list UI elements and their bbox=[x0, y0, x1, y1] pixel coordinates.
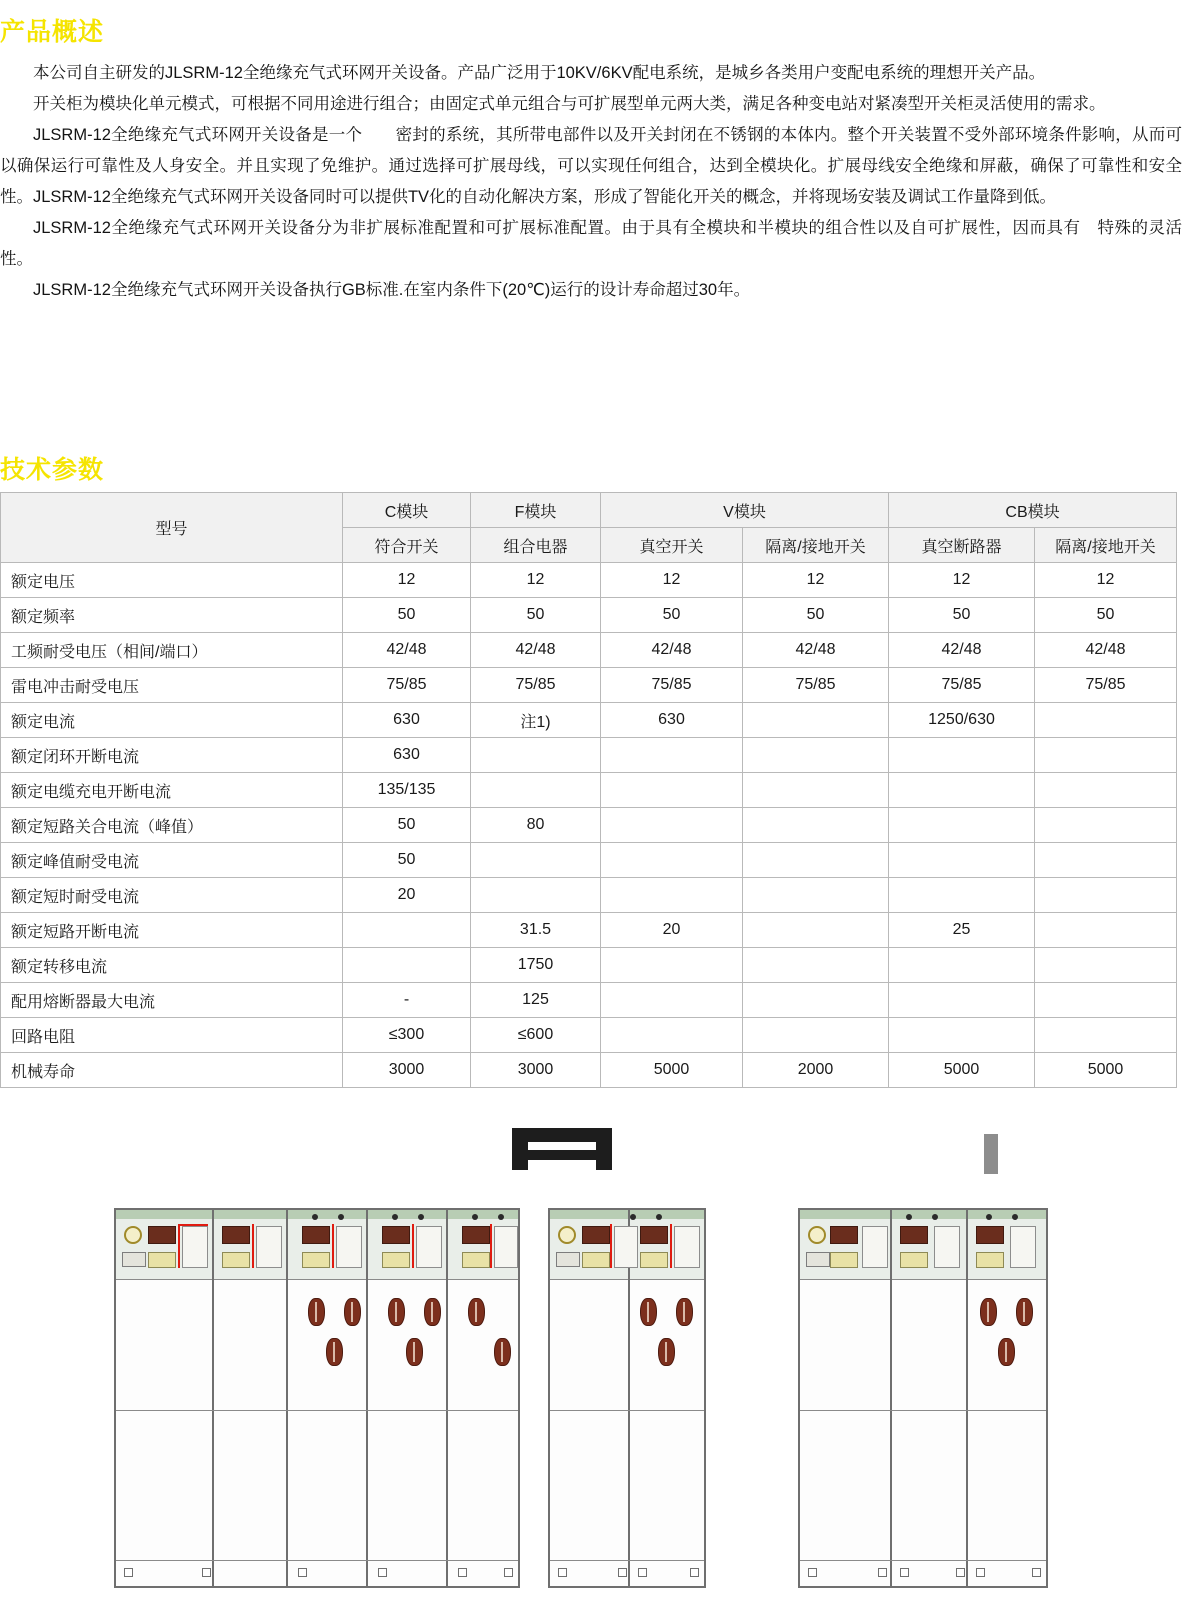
indicator-plate-icon bbox=[148, 1252, 176, 1268]
base-bolt bbox=[900, 1568, 909, 1577]
panel-divider bbox=[212, 1210, 214, 1586]
base-bolt bbox=[808, 1568, 817, 1577]
cell bbox=[743, 738, 889, 773]
panel-divider bbox=[286, 1210, 288, 1586]
panel-divider bbox=[446, 1210, 448, 1586]
cell: 50 bbox=[343, 808, 471, 843]
cable-bushing bbox=[406, 1338, 423, 1366]
cell: - bbox=[343, 983, 471, 1018]
cell bbox=[601, 808, 743, 843]
switchgear-cabinets-photo bbox=[0, 1120, 1200, 1600]
spec-table-body bbox=[1, 563, 1177, 1088]
cell bbox=[1035, 983, 1177, 1018]
cell: 125 bbox=[471, 983, 601, 1018]
status-dot bbox=[932, 1214, 938, 1220]
table-row bbox=[1, 598, 1177, 633]
cell: 135/135 bbox=[343, 773, 471, 808]
operating-slot-icon bbox=[494, 1226, 518, 1268]
status-dot bbox=[312, 1214, 318, 1220]
cell bbox=[1035, 808, 1177, 843]
cell bbox=[471, 738, 601, 773]
base-bolt bbox=[124, 1568, 133, 1577]
cell: 12 bbox=[889, 563, 1035, 598]
row-label: 额定短时耐受电流 bbox=[1, 878, 343, 913]
cell bbox=[1035, 773, 1177, 808]
table-subheader-4: 真空断路器 bbox=[889, 528, 1035, 563]
row-label: 额定峰值耐受电流 bbox=[1, 843, 343, 878]
cell: 12 bbox=[601, 563, 743, 598]
table-header-group-cb: CB模块 bbox=[889, 493, 1177, 528]
indicator-plate-icon bbox=[582, 1252, 610, 1268]
cell: 50 bbox=[889, 598, 1035, 633]
base-bolt bbox=[504, 1568, 513, 1577]
row-label: 额定电缆充电开断电流 bbox=[1, 773, 343, 808]
base-bolt bbox=[202, 1568, 211, 1577]
table-row bbox=[1, 773, 1177, 808]
cell bbox=[743, 878, 889, 913]
cell bbox=[743, 913, 889, 948]
table-header-row-groups bbox=[1, 493, 1177, 528]
indicator-plate-icon bbox=[900, 1252, 928, 1268]
lifting-handle-left bbox=[512, 1128, 528, 1170]
table-subheader-1: 组合电器 bbox=[471, 528, 601, 563]
status-dot bbox=[986, 1214, 992, 1220]
table-row bbox=[1, 703, 1177, 738]
row-label: 额定电流 bbox=[1, 703, 343, 738]
cell bbox=[471, 878, 601, 913]
cabinet-top-green-strip bbox=[800, 1210, 1046, 1219]
cell: 5000 bbox=[1035, 1053, 1177, 1088]
base-bolt bbox=[878, 1568, 887, 1577]
operating-slot-icon bbox=[182, 1226, 208, 1268]
table-subheader-3: 隔离/接地开关 bbox=[743, 528, 889, 563]
display-panel-icon bbox=[556, 1252, 580, 1267]
indicator-plate-icon bbox=[222, 1252, 250, 1268]
cabinet-top-green-strip bbox=[550, 1210, 704, 1219]
cell bbox=[889, 738, 1035, 773]
cell bbox=[1035, 948, 1177, 983]
wiring-line bbox=[178, 1224, 180, 1268]
indicator-plate-icon bbox=[976, 1252, 1004, 1268]
cell bbox=[1035, 703, 1177, 738]
cell: 42/48 bbox=[471, 633, 601, 668]
cell bbox=[1035, 843, 1177, 878]
base-bolt bbox=[690, 1568, 699, 1577]
status-dot bbox=[392, 1214, 398, 1220]
table-row bbox=[1, 808, 1177, 843]
wiring-line bbox=[332, 1224, 334, 1268]
cell bbox=[471, 773, 601, 808]
cell bbox=[743, 983, 889, 1018]
row-label: 回路电阻 bbox=[1, 1018, 343, 1053]
pressure-gauge-icon bbox=[558, 1226, 576, 1244]
row-label: 额定电压 bbox=[1, 563, 343, 598]
pressure-gauge-icon bbox=[808, 1226, 826, 1244]
base-bolt bbox=[956, 1568, 965, 1577]
cell: 75/85 bbox=[601, 668, 743, 703]
wiring-line bbox=[178, 1224, 208, 1226]
cable-bushing bbox=[468, 1298, 485, 1326]
wiring-line bbox=[252, 1224, 254, 1268]
operating-slot-icon bbox=[674, 1226, 700, 1268]
cell: 50 bbox=[343, 598, 471, 633]
switch-module-icon bbox=[462, 1226, 490, 1244]
base-bolt bbox=[1032, 1568, 1041, 1577]
cable-bushing bbox=[494, 1338, 511, 1366]
cabinet-mid-line bbox=[550, 1410, 704, 1411]
row-label: 配用熔断器最大电流 bbox=[1, 983, 343, 1018]
cell: 5000 bbox=[889, 1053, 1035, 1088]
overview-paragraph-1: 本公司自主研发的JLSRM-12全绝缘充气式环网开关设备。产品广泛用于10KV/6KV配电系统，是城乡各类用户变配电系统的理想开关产品。 bbox=[33, 64, 1046, 82]
cell: 75/85 bbox=[471, 668, 601, 703]
cell: 1750 bbox=[471, 948, 601, 983]
cell: 3000 bbox=[343, 1053, 471, 1088]
cell bbox=[1035, 878, 1177, 913]
lifting-handle-cross bbox=[528, 1150, 596, 1160]
cell bbox=[601, 738, 743, 773]
spec-table-head bbox=[1, 493, 1177, 563]
cable-bushing bbox=[326, 1338, 343, 1366]
status-dot bbox=[906, 1214, 912, 1220]
cabinet-lower-line bbox=[550, 1560, 704, 1561]
base-bolt bbox=[378, 1568, 387, 1577]
lifting-handle-right bbox=[596, 1128, 612, 1170]
switch-module-icon bbox=[382, 1226, 410, 1244]
cable-bushing bbox=[676, 1298, 693, 1326]
cell: 1250/630 bbox=[889, 703, 1035, 738]
indicator-plate-icon bbox=[640, 1252, 668, 1268]
cell: 42/48 bbox=[889, 633, 1035, 668]
cabinet-left-5panel bbox=[114, 1208, 520, 1588]
cell bbox=[601, 983, 743, 1018]
row-label: 额定短路关合电流（峰值） bbox=[1, 808, 343, 843]
operating-slot-icon bbox=[1010, 1226, 1036, 1268]
cell bbox=[743, 1018, 889, 1053]
cell: 630 bbox=[343, 738, 471, 773]
cell: 31.5 bbox=[471, 913, 601, 948]
status-dot bbox=[656, 1214, 662, 1220]
cell: 2000 bbox=[743, 1053, 889, 1088]
cell: 20 bbox=[601, 913, 743, 948]
cell: 12 bbox=[1035, 563, 1177, 598]
cable-bushing bbox=[998, 1338, 1015, 1366]
cell bbox=[1035, 1018, 1177, 1053]
switch-module-icon bbox=[640, 1226, 668, 1244]
panel-divider bbox=[366, 1210, 368, 1586]
panel-divider bbox=[890, 1210, 892, 1586]
cell: 5000 bbox=[601, 1053, 743, 1088]
table-row bbox=[1, 843, 1177, 878]
status-dot bbox=[498, 1214, 504, 1220]
cell: 50 bbox=[471, 598, 601, 633]
wiring-line bbox=[610, 1224, 612, 1268]
cell bbox=[889, 878, 1035, 913]
base-bolt bbox=[638, 1568, 647, 1577]
cell bbox=[889, 808, 1035, 843]
cell: 20 bbox=[343, 878, 471, 913]
table-row bbox=[1, 1053, 1177, 1088]
status-dot bbox=[418, 1214, 424, 1220]
cabinet-lower-line bbox=[800, 1560, 1046, 1561]
page-title-overview: 产品概述 bbox=[0, 18, 105, 46]
indicator-plate-icon bbox=[382, 1252, 410, 1268]
cell bbox=[743, 773, 889, 808]
cell: 12 bbox=[343, 563, 471, 598]
switch-module-icon bbox=[582, 1226, 610, 1244]
cable-bushing bbox=[388, 1298, 405, 1326]
cell: ≤300 bbox=[343, 1018, 471, 1053]
cell: 50 bbox=[343, 843, 471, 878]
cell bbox=[471, 843, 601, 878]
cell bbox=[889, 948, 1035, 983]
cell: 42/48 bbox=[601, 633, 743, 668]
cell: 42/48 bbox=[1035, 633, 1177, 668]
switch-module-icon bbox=[222, 1226, 250, 1244]
row-label: 额定闭环开断电流 bbox=[1, 738, 343, 773]
operating-slot-icon bbox=[614, 1226, 638, 1268]
cell bbox=[343, 913, 471, 948]
switch-module-icon bbox=[302, 1226, 330, 1244]
cable-bushing bbox=[640, 1298, 657, 1326]
overview-text-block bbox=[0, 58, 1182, 306]
cell: 50 bbox=[743, 598, 889, 633]
row-label: 额定转移电流 bbox=[1, 948, 343, 983]
cell bbox=[601, 773, 743, 808]
display-panel-icon bbox=[122, 1252, 146, 1267]
cell: 42/48 bbox=[743, 633, 889, 668]
cabinet-mid-line bbox=[800, 1410, 1046, 1411]
cell: 80 bbox=[471, 808, 601, 843]
cable-bushing bbox=[344, 1298, 361, 1326]
cell bbox=[601, 878, 743, 913]
operating-slot-icon bbox=[416, 1226, 442, 1268]
base-bolt bbox=[618, 1568, 627, 1577]
cell bbox=[743, 808, 889, 843]
cell bbox=[601, 1018, 743, 1053]
spec-table-container bbox=[0, 492, 1176, 1088]
row-label: 额定短路开断电流 bbox=[1, 913, 343, 948]
cabinet-mid-2panel bbox=[548, 1208, 706, 1588]
table-subheader-2: 真空开关 bbox=[601, 528, 743, 563]
cell bbox=[343, 948, 471, 983]
row-label: 工频耐受电压（相间/端口） bbox=[1, 633, 343, 668]
cable-bushing bbox=[980, 1298, 997, 1326]
cell bbox=[889, 983, 1035, 1018]
table-header-model: 型号 bbox=[1, 493, 343, 563]
status-dot bbox=[472, 1214, 478, 1220]
indicator-plate-icon bbox=[462, 1252, 490, 1268]
cell bbox=[1035, 738, 1177, 773]
cell: 3000 bbox=[471, 1053, 601, 1088]
table-header-group-v: V模块 bbox=[601, 493, 889, 528]
cell: 注1) bbox=[471, 703, 601, 738]
switch-module-icon bbox=[148, 1226, 176, 1244]
table-row bbox=[1, 633, 1177, 668]
switch-module-icon bbox=[830, 1226, 858, 1244]
wiring-line bbox=[490, 1224, 492, 1268]
indicator-plate-icon bbox=[830, 1252, 858, 1268]
operating-slot-icon bbox=[256, 1226, 282, 1268]
base-bolt bbox=[976, 1568, 985, 1577]
cell: 50 bbox=[601, 598, 743, 633]
overview-paragraph-5: JLSRM-12全绝缘充气式环网开关设备执行GB标准.在室内条件下(20℃)运行的设计寿命超过30年。 bbox=[33, 281, 751, 299]
cable-bushing bbox=[658, 1338, 675, 1366]
cell bbox=[889, 1018, 1035, 1053]
cell: 12 bbox=[743, 563, 889, 598]
table-subheader-0: 符合开关 bbox=[343, 528, 471, 563]
cable-bushing bbox=[308, 1298, 325, 1326]
cell: 50 bbox=[1035, 598, 1177, 633]
cabinet-mid-line bbox=[116, 1410, 518, 1411]
switch-module-icon bbox=[900, 1226, 928, 1244]
table-row bbox=[1, 738, 1177, 773]
cell bbox=[889, 843, 1035, 878]
wiring-line bbox=[670, 1224, 672, 1268]
table-row bbox=[1, 563, 1177, 598]
spec-table bbox=[0, 492, 1177, 1088]
pressure-gauge-icon bbox=[124, 1226, 142, 1244]
cell bbox=[601, 948, 743, 983]
base-bolt bbox=[298, 1568, 307, 1577]
cell: 25 bbox=[889, 913, 1035, 948]
page-title-specs: 技术参数 bbox=[0, 456, 105, 484]
cell: 75/85 bbox=[889, 668, 1035, 703]
display-panel-icon bbox=[806, 1252, 830, 1267]
status-dot bbox=[338, 1214, 344, 1220]
cell: 75/85 bbox=[343, 668, 471, 703]
cell bbox=[743, 703, 889, 738]
cabinet-right-3panel bbox=[798, 1208, 1048, 1588]
cell: 75/85 bbox=[1035, 668, 1177, 703]
overview-paragraph-4: JLSRM-12全绝缘充气式环网开关设备分为非扩展标准配置和可扩展标准配置。由于具有全模块和半模块的组合性以及自可扩展性，因而具有 特殊的灵活性。 bbox=[0, 219, 1182, 268]
cell: 630 bbox=[343, 703, 471, 738]
cell: 42/48 bbox=[343, 633, 471, 668]
status-dot bbox=[630, 1214, 636, 1220]
switch-module-icon bbox=[976, 1226, 1004, 1244]
cable-bushing bbox=[424, 1298, 441, 1326]
operating-slot-icon bbox=[934, 1226, 960, 1268]
base-bolt bbox=[558, 1568, 567, 1577]
table-header-group-c: C模块 bbox=[343, 493, 471, 528]
cell bbox=[743, 843, 889, 878]
side-handle-right-cabinet bbox=[984, 1134, 998, 1174]
wiring-line bbox=[412, 1224, 414, 1268]
cell bbox=[743, 948, 889, 983]
cabinet-lower-line bbox=[116, 1560, 518, 1561]
cell bbox=[1035, 913, 1177, 948]
table-row bbox=[1, 913, 1177, 948]
table-row bbox=[1, 668, 1177, 703]
table-header-group-f: F模块 bbox=[471, 493, 601, 528]
operating-slot-icon bbox=[336, 1226, 362, 1268]
base-bolt bbox=[458, 1568, 467, 1577]
cell: 75/85 bbox=[743, 668, 889, 703]
row-label: 额定频率 bbox=[1, 598, 343, 633]
cell: 12 bbox=[471, 563, 601, 598]
row-label: 雷电冲击耐受电压 bbox=[1, 668, 343, 703]
row-label: 机械寿命 bbox=[1, 1053, 343, 1088]
overview-paragraph-2: 开关柜为模块化单元模式，可根据不同用途进行组合；由固定式单元组合与可扩展型单元两大类，满足各种变电站对紧凑型开关柜灵活使用的需求。 bbox=[33, 95, 1106, 113]
cabinet-top-section bbox=[116, 1210, 518, 1280]
cell: 630 bbox=[601, 703, 743, 738]
cell: ≤600 bbox=[471, 1018, 601, 1053]
cell bbox=[889, 773, 1035, 808]
table-row bbox=[1, 878, 1177, 913]
indicator-plate-icon bbox=[302, 1252, 330, 1268]
overview-paragraph-3: JLSRM-12全绝缘充气式环网开关设备是一个 密封的系统，其所带电部件以及开关封闭在不锈钢的本体内。整个开关装置不受外部环境条件影响，从而可以确保运行可靠性及人身安全。并且实现了免维护。通过选择可扩展母线，可以实现任何组合，达到全模块化。扩展母线安全绝缘和屏蔽，确保了可靠性和安全性。JLSRM-12全绝缘充气式环网开关设备同时可以提供TV化的自动化解决方案，形成了智能化开关的概念，并将现场安装及调试工作量降到低。 bbox=[0, 126, 1182, 206]
cell bbox=[601, 843, 743, 878]
table-row bbox=[1, 948, 1177, 983]
operating-slot-icon bbox=[862, 1226, 888, 1268]
table-row bbox=[1, 1018, 1177, 1053]
cable-bushing bbox=[1016, 1298, 1033, 1326]
panel-divider bbox=[966, 1210, 968, 1586]
status-dot bbox=[1012, 1214, 1018, 1220]
table-subheader-5: 隔离/接地开关 bbox=[1035, 528, 1177, 563]
table-row bbox=[1, 983, 1177, 1018]
